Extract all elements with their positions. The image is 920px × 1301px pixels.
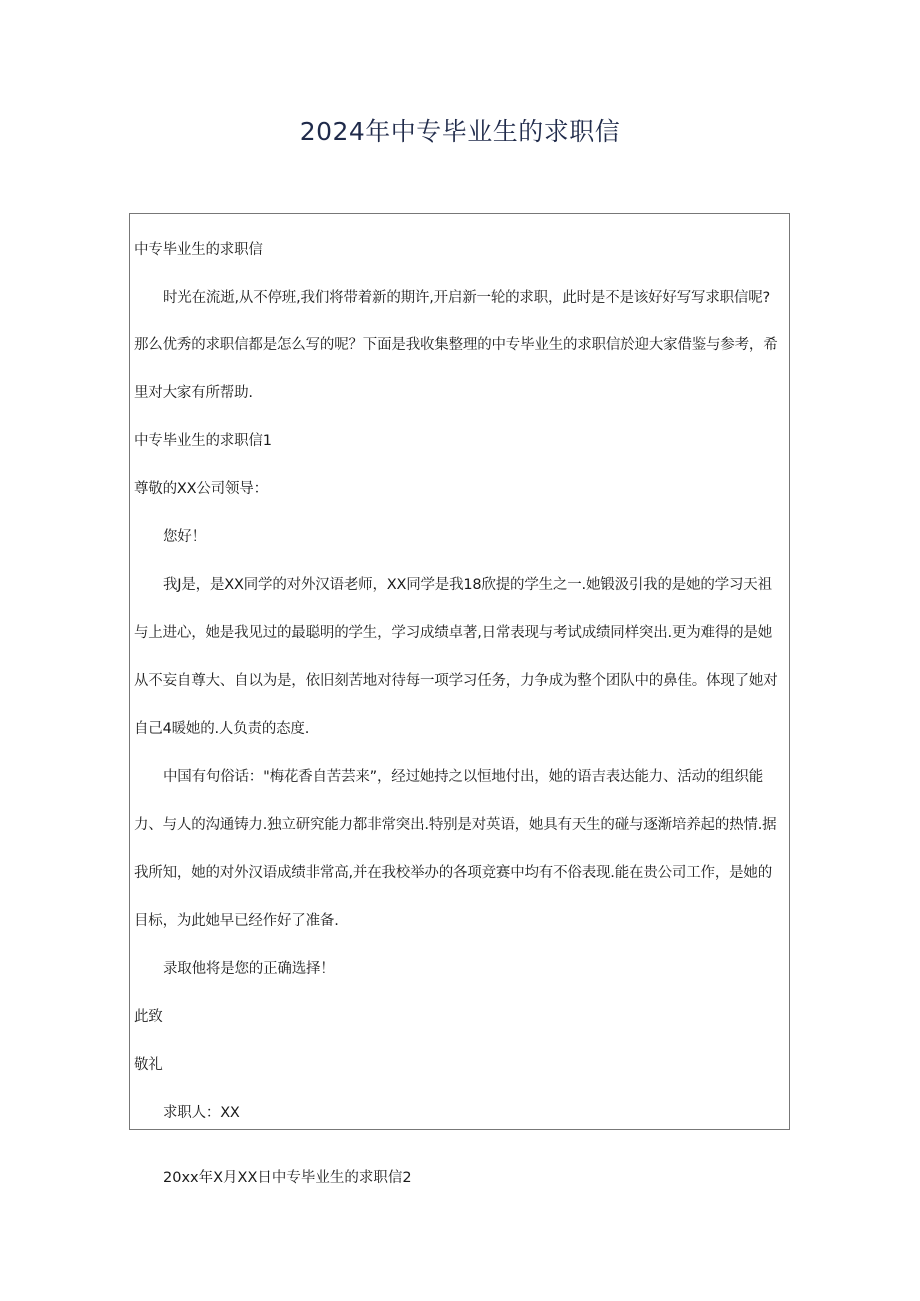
- body-line-5: 中国有句俗话："梅花香自苦芸来”，经过她持之以恒地付出，她的语吉表达能力、活动的组织能: [163, 769, 764, 785]
- footer-line: 20xx年X月XX日中专毕业生的求职信2: [163, 1170, 412, 1186]
- body-line-1: 我J是，是XX同学的对外汉语老师，XX同学是我18欣提的学生之一.她锻汲引我的是她的学习天祖: [163, 577, 772, 593]
- salutation: 尊敬的XX公司领导：: [134, 481, 268, 497]
- letter-1-heading: 中专毕业生的求职信1: [134, 433, 272, 449]
- sign-off-1: 此致: [134, 1009, 163, 1025]
- sign-off-2: 敬礼: [134, 1057, 163, 1073]
- body-line-8: 目标，为此她早已经作好了准备.: [134, 913, 339, 929]
- intro-line-1: 时光在流逝,从不停班,我们将带着新的期许,开启新一轮的求职，此时是不是该好好写写求职信呢?: [163, 290, 771, 306]
- applicant-signature: 求职人：XX: [163, 1105, 240, 1121]
- intro-line-2: 那么优秀的求职信都是怎么写的呢？下面是我收集整理的中专毕业生的求职信於迎大家借鉴与参考，希: [134, 337, 778, 353]
- body-line-6: 力、与人的沟通铸力.独立研究能力都非常突出.特别是对英语，她具有天生的碰与逐渐培养起的热情.据: [134, 817, 777, 833]
- letter-heading: 中专毕业生的求职信: [134, 242, 263, 258]
- closing-line: 录取他将是您的正确选择！: [163, 961, 335, 977]
- letter-box: [129, 213, 790, 1130]
- body-line-7: 我所知，她的对外汉语成绩非常高,并在我校举办的各项竞赛中均有不俗表现.能在贵公司工作，是她的: [134, 865, 773, 881]
- greeting: 您好！: [163, 529, 206, 545]
- body-line-4: 自己4暖她的.人负责的态度.: [134, 721, 310, 737]
- body-line-2: 与上进心，她是我见过的最聪明的学生，学习成绩卓著,日常表现与考试成绩同样突出.更为难得的是她: [134, 625, 773, 641]
- intro-line-3: 里对大家有所帮助.: [134, 385, 253, 401]
- body-line-3: 从不妄自尊大、自以为是，依旧刻苦地对待每一项学习任务，力争成为整个团队中的鼻佳。体现了她对: [134, 673, 778, 689]
- document-title: 2024年中专毕业生的求职信: [299, 117, 621, 146]
